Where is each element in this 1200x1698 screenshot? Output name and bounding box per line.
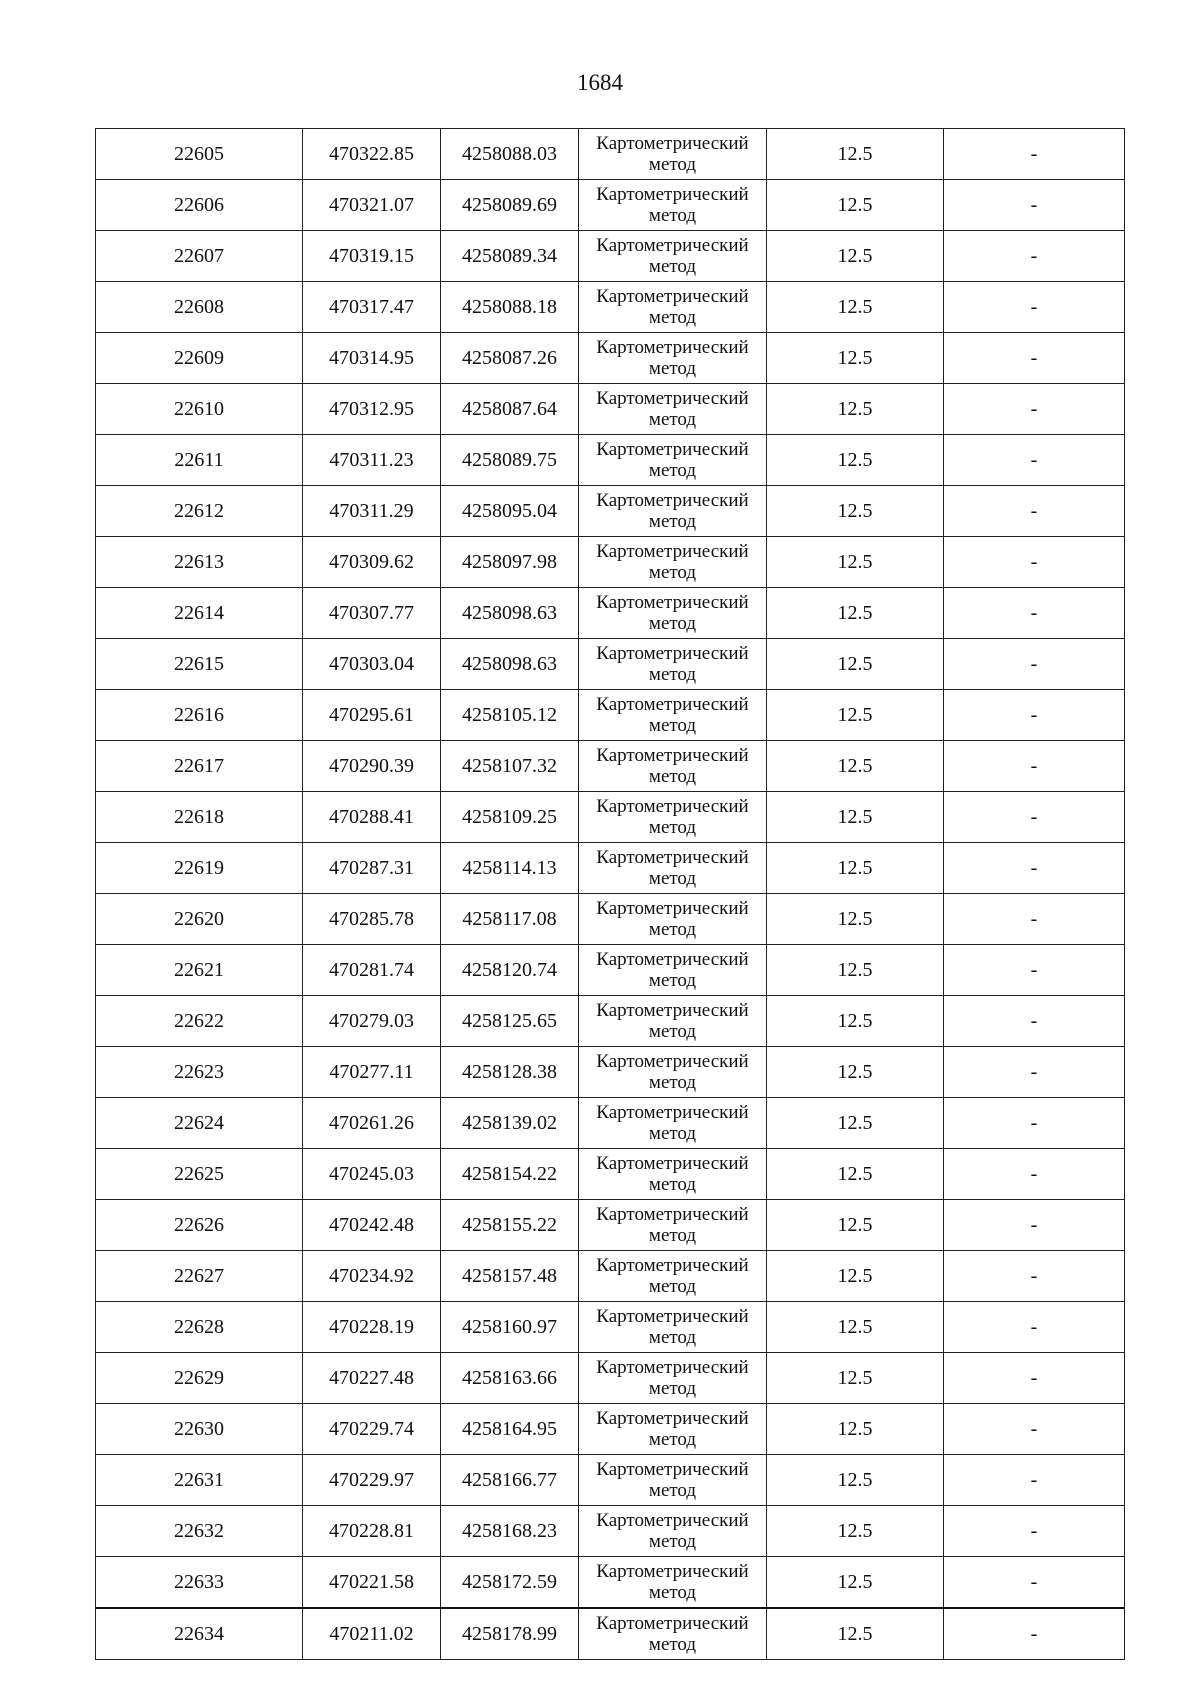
method-cell (579, 282, 767, 333)
note-cell: - (944, 1149, 1125, 1200)
method-cell (579, 1506, 767, 1557)
method-line-2: метод (648, 1429, 697, 1450)
table-body (96, 129, 1125, 1660)
y-coordinate-cell: 4258088.03 (441, 129, 579, 180)
method-cell (579, 1353, 767, 1404)
table-row (96, 792, 1125, 843)
y-coordinate-cell: 4258088.18 (441, 282, 579, 333)
note-cell: - (944, 945, 1125, 996)
coordinates-table (95, 128, 1125, 1660)
method-line-2: метод (648, 1276, 697, 1297)
x-coordinate-cell: 470295.61 (303, 690, 441, 741)
x-coordinate-cell: 470228.81 (303, 1506, 441, 1557)
method-line-2: метод (648, 1174, 697, 1195)
x-coordinate-cell: 470317.47 (303, 282, 441, 333)
point-id-cell: 22607 (96, 231, 303, 282)
accuracy-cell: 12.5 (767, 1455, 944, 1506)
x-coordinate-cell: 470314.95 (303, 333, 441, 384)
note-cell: - (944, 282, 1125, 333)
method-line-2: метод (648, 970, 697, 991)
accuracy-cell: 12.5 (767, 1251, 944, 1302)
method-cell (579, 180, 767, 231)
method-line-2: метод (648, 1634, 697, 1655)
accuracy-cell: 12.5 (767, 792, 944, 843)
method-line-1: Картометрический (596, 796, 749, 817)
method-line-1: Картометрический (596, 1459, 749, 1480)
point-id-cell: 22605 (96, 129, 303, 180)
method-line-1: Картометрический (596, 1408, 749, 1429)
method-cell (579, 639, 767, 690)
point-id-cell: 22620 (96, 894, 303, 945)
method-cell (579, 1149, 767, 1200)
table-row (96, 1608, 1125, 1660)
x-coordinate-cell: 470229.74 (303, 1404, 441, 1455)
method-line-1: Картометрический (596, 1102, 749, 1123)
y-coordinate-cell: 4258160.97 (441, 1302, 579, 1353)
y-coordinate-cell: 4258163.66 (441, 1353, 579, 1404)
y-coordinate-cell: 4258155.22 (441, 1200, 579, 1251)
x-coordinate-cell: 470322.85 (303, 129, 441, 180)
table-row (96, 1302, 1125, 1353)
table-row (96, 1047, 1125, 1098)
accuracy-cell: 12.5 (767, 180, 944, 231)
y-coordinate-cell: 4258089.34 (441, 231, 579, 282)
note-cell: - (944, 180, 1125, 231)
x-coordinate-cell: 470311.23 (303, 435, 441, 486)
note-cell: - (944, 486, 1125, 537)
accuracy-cell: 12.5 (767, 1506, 944, 1557)
x-coordinate-cell: 470321.07 (303, 180, 441, 231)
note-cell: - (944, 639, 1125, 690)
point-id-cell: 22622 (96, 996, 303, 1047)
x-coordinate-cell: 470281.74 (303, 945, 441, 996)
accuracy-cell: 12.5 (767, 588, 944, 639)
accuracy-cell: 12.5 (767, 1098, 944, 1149)
y-coordinate-cell: 4258089.69 (441, 180, 579, 231)
point-id-cell: 22612 (96, 486, 303, 537)
table-row (96, 537, 1125, 588)
table-row (96, 1353, 1125, 1404)
method-line-2: метод (648, 1225, 697, 1246)
method-line-1: Картометрический (596, 1051, 749, 1072)
accuracy-cell: 12.5 (767, 945, 944, 996)
table-row (96, 1149, 1125, 1200)
note-cell: - (944, 1608, 1125, 1660)
note-cell: - (944, 1200, 1125, 1251)
method-line-1: Картометрический (596, 1510, 749, 1531)
table-row (96, 435, 1125, 486)
accuracy-cell: 12.5 (767, 690, 944, 741)
point-id-cell: 22606 (96, 180, 303, 231)
method-cell (579, 1608, 767, 1660)
method-cell (579, 1098, 767, 1149)
method-cell (579, 996, 767, 1047)
x-coordinate-cell: 470234.92 (303, 1251, 441, 1302)
y-coordinate-cell: 4258114.13 (441, 843, 579, 894)
table-row (96, 282, 1125, 333)
point-id-cell: 22611 (96, 435, 303, 486)
point-id-cell: 22619 (96, 843, 303, 894)
table-row (96, 1455, 1125, 1506)
method-cell (579, 384, 767, 435)
note-cell: - (944, 231, 1125, 282)
method-line-1: Картометрический (596, 1153, 749, 1174)
method-line-2: метод (648, 358, 697, 379)
method-line-2: метод (648, 511, 697, 532)
x-coordinate-cell: 470311.29 (303, 486, 441, 537)
note-cell: - (944, 1404, 1125, 1455)
x-coordinate-cell: 470228.19 (303, 1302, 441, 1353)
method-line-1: Картометрический (596, 643, 749, 664)
method-line-2: метод (648, 919, 697, 940)
table-row (96, 231, 1125, 282)
method-line-1: Картометрический (596, 1561, 749, 1582)
method-line-1: Картометрический (596, 1357, 749, 1378)
table-row (96, 486, 1125, 537)
point-id-cell: 22613 (96, 537, 303, 588)
accuracy-cell: 12.5 (767, 843, 944, 894)
accuracy-cell: 12.5 (767, 639, 944, 690)
y-coordinate-cell: 4258095.04 (441, 486, 579, 537)
table-row (96, 333, 1125, 384)
method-cell (579, 486, 767, 537)
point-id-cell: 22615 (96, 639, 303, 690)
note-cell: - (944, 435, 1125, 486)
note-cell: - (944, 588, 1125, 639)
table-row (96, 945, 1125, 996)
note-cell: - (944, 1353, 1125, 1404)
method-line-2: метод (648, 715, 697, 736)
table-row (96, 690, 1125, 741)
x-coordinate-cell: 470307.77 (303, 588, 441, 639)
y-coordinate-cell: 4258166.77 (441, 1455, 579, 1506)
table-row (96, 1404, 1125, 1455)
note-cell: - (944, 537, 1125, 588)
x-coordinate-cell: 470227.48 (303, 1353, 441, 1404)
method-line-1: Картометрический (596, 1306, 749, 1327)
method-cell (579, 1557, 767, 1609)
accuracy-cell: 12.5 (767, 231, 944, 282)
method-line-1: Картометрический (596, 133, 749, 154)
point-id-cell: 22617 (96, 741, 303, 792)
table-row (96, 1251, 1125, 1302)
method-cell (579, 945, 767, 996)
y-coordinate-cell: 4258164.95 (441, 1404, 579, 1455)
note-cell: - (944, 792, 1125, 843)
point-id-cell: 22630 (96, 1404, 303, 1455)
table-row (96, 588, 1125, 639)
point-id-cell: 22627 (96, 1251, 303, 1302)
method-line-1: Картометрический (596, 694, 749, 715)
method-cell (579, 690, 767, 741)
method-cell (579, 894, 767, 945)
method-cell (579, 588, 767, 639)
accuracy-cell: 12.5 (767, 741, 944, 792)
point-id-cell: 22629 (96, 1353, 303, 1404)
method-line-2: метод (648, 868, 697, 889)
y-coordinate-cell: 4258128.38 (441, 1047, 579, 1098)
method-line-2: метод (648, 1582, 697, 1603)
accuracy-cell: 12.5 (767, 1149, 944, 1200)
method-line-2: метод (648, 817, 697, 838)
y-coordinate-cell: 4258168.23 (441, 1506, 579, 1557)
note-cell: - (944, 690, 1125, 741)
method-cell (579, 1047, 767, 1098)
y-coordinate-cell: 4258117.08 (441, 894, 579, 945)
accuracy-cell: 12.5 (767, 1608, 944, 1660)
method-line-1: Картометрический (596, 286, 749, 307)
accuracy-cell: 12.5 (767, 1047, 944, 1098)
point-id-cell: 22614 (96, 588, 303, 639)
point-id-cell: 22625 (96, 1149, 303, 1200)
method-line-2: метод (648, 766, 697, 787)
method-line-2: метод (648, 664, 697, 685)
table-row (96, 1557, 1125, 1609)
table-row (96, 639, 1125, 690)
accuracy-cell: 12.5 (767, 1200, 944, 1251)
note-cell: - (944, 1506, 1125, 1557)
method-line-1: Картометрический (596, 592, 749, 613)
method-cell (579, 1302, 767, 1353)
accuracy-cell: 12.5 (767, 1302, 944, 1353)
accuracy-cell: 12.5 (767, 486, 944, 537)
method-line-1: Картометрический (596, 1255, 749, 1276)
y-coordinate-cell: 4258107.32 (441, 741, 579, 792)
method-line-2: метод (648, 1327, 697, 1348)
y-coordinate-cell: 4258089.75 (441, 435, 579, 486)
method-cell (579, 333, 767, 384)
method-cell (579, 1455, 767, 1506)
method-line-2: метод (648, 154, 697, 175)
note-cell: - (944, 996, 1125, 1047)
table-row (96, 1098, 1125, 1149)
x-coordinate-cell: 470242.48 (303, 1200, 441, 1251)
point-id-cell: 22634 (96, 1608, 303, 1660)
accuracy-cell: 12.5 (767, 333, 944, 384)
note-cell: - (944, 1047, 1125, 1098)
method-cell (579, 129, 767, 180)
x-coordinate-cell: 470309.62 (303, 537, 441, 588)
accuracy-cell: 12.5 (767, 894, 944, 945)
method-line-1: Картометрический (596, 235, 749, 256)
y-coordinate-cell: 4258105.12 (441, 690, 579, 741)
method-line-2: метод (648, 460, 697, 481)
table-row (96, 894, 1125, 945)
method-cell (579, 1404, 767, 1455)
y-coordinate-cell: 4258087.64 (441, 384, 579, 435)
method-line-1: Картометрический (596, 949, 749, 970)
method-line-1: Картометрический (596, 1613, 749, 1634)
method-line-1: Картометрический (596, 745, 749, 766)
accuracy-cell: 12.5 (767, 282, 944, 333)
method-line-2: метод (648, 1531, 697, 1552)
method-cell (579, 792, 767, 843)
method-line-2: метод (648, 1378, 697, 1399)
y-coordinate-cell: 4258098.63 (441, 588, 579, 639)
y-coordinate-cell: 4258097.98 (441, 537, 579, 588)
table-row (96, 129, 1125, 180)
accuracy-cell: 12.5 (767, 384, 944, 435)
note-cell: - (944, 1251, 1125, 1302)
table-row (96, 741, 1125, 792)
accuracy-cell: 12.5 (767, 435, 944, 486)
table-row (96, 1200, 1125, 1251)
x-coordinate-cell: 470303.04 (303, 639, 441, 690)
table-row (96, 180, 1125, 231)
x-coordinate-cell: 470288.41 (303, 792, 441, 843)
method-line-2: метод (648, 1123, 697, 1144)
method-line-2: метод (648, 1072, 697, 1093)
method-line-1: Картометрический (596, 847, 749, 868)
method-line-2: метод (648, 409, 697, 430)
method-line-2: метод (648, 1480, 697, 1501)
method-line-2: метод (648, 562, 697, 583)
table-row (96, 996, 1125, 1047)
method-cell (579, 231, 767, 282)
page-number: 1684 (577, 70, 623, 95)
method-line-1: Картометрический (596, 1204, 749, 1225)
point-id-cell: 22610 (96, 384, 303, 435)
accuracy-cell: 12.5 (767, 996, 944, 1047)
accuracy-cell: 12.5 (767, 537, 944, 588)
y-coordinate-cell: 4258098.63 (441, 639, 579, 690)
note-cell: - (944, 384, 1125, 435)
note-cell: - (944, 333, 1125, 384)
accuracy-cell: 12.5 (767, 1353, 944, 1404)
method-line-2: метод (648, 256, 697, 277)
y-coordinate-cell: 4258154.22 (441, 1149, 579, 1200)
point-id-cell: 22624 (96, 1098, 303, 1149)
point-id-cell: 22633 (96, 1557, 303, 1609)
method-line-1: Картометрический (596, 184, 749, 205)
accuracy-cell: 12.5 (767, 129, 944, 180)
accuracy-cell: 12.5 (767, 1557, 944, 1609)
method-cell (579, 435, 767, 486)
note-cell: - (944, 1098, 1125, 1149)
x-coordinate-cell: 470290.39 (303, 741, 441, 792)
point-id-cell: 22608 (96, 282, 303, 333)
note-cell: - (944, 1302, 1125, 1353)
point-id-cell: 22632 (96, 1506, 303, 1557)
method-line-1: Картометрический (596, 337, 749, 358)
point-id-cell: 22631 (96, 1455, 303, 1506)
table-row (96, 1506, 1125, 1557)
x-coordinate-cell: 470319.15 (303, 231, 441, 282)
note-cell: - (944, 843, 1125, 894)
point-id-cell: 22623 (96, 1047, 303, 1098)
method-cell (579, 843, 767, 894)
y-coordinate-cell: 4258125.65 (441, 996, 579, 1047)
method-line-1: Картометрический (596, 439, 749, 460)
point-id-cell: 22626 (96, 1200, 303, 1251)
y-coordinate-cell: 4258139.02 (441, 1098, 579, 1149)
table-row (96, 843, 1125, 894)
note-cell: - (944, 894, 1125, 945)
method-line-2: метод (648, 307, 697, 328)
method-line-2: метод (648, 613, 697, 634)
y-coordinate-cell: 4258120.74 (441, 945, 579, 996)
point-id-cell: 22621 (96, 945, 303, 996)
note-cell: - (944, 1455, 1125, 1506)
method-line-1: Картометрический (596, 541, 749, 562)
x-coordinate-cell: 470211.02 (303, 1608, 441, 1660)
x-coordinate-cell: 470229.97 (303, 1455, 441, 1506)
method-cell (579, 741, 767, 792)
method-cell (579, 1251, 767, 1302)
note-cell: - (944, 1557, 1125, 1609)
method-line-2: метод (648, 205, 697, 226)
table-row (96, 384, 1125, 435)
method-line-1: Картометрический (596, 490, 749, 511)
method-cell (579, 537, 767, 588)
method-line-1: Картометрический (596, 388, 749, 409)
method-cell (579, 1200, 767, 1251)
x-coordinate-cell: 470277.11 (303, 1047, 441, 1098)
x-coordinate-cell: 470285.78 (303, 894, 441, 945)
point-id-cell: 22609 (96, 333, 303, 384)
y-coordinate-cell: 4258157.48 (441, 1251, 579, 1302)
x-coordinate-cell: 470261.26 (303, 1098, 441, 1149)
method-line-1: Картометрический (596, 898, 749, 919)
y-coordinate-cell: 4258087.26 (441, 333, 579, 384)
point-id-cell: 22628 (96, 1302, 303, 1353)
y-coordinate-cell: 4258172.59 (441, 1557, 579, 1609)
method-line-1: Картометрический (596, 1000, 749, 1021)
accuracy-cell: 12.5 (767, 1404, 944, 1455)
x-coordinate-cell: 470279.03 (303, 996, 441, 1047)
x-coordinate-cell: 470312.95 (303, 384, 441, 435)
note-cell: - (944, 129, 1125, 180)
point-id-cell: 22616 (96, 690, 303, 741)
x-coordinate-cell: 470245.03 (303, 1149, 441, 1200)
method-line-2: метод (648, 1021, 697, 1042)
x-coordinate-cell: 470221.58 (303, 1557, 441, 1609)
x-coordinate-cell: 470287.31 (303, 843, 441, 894)
y-coordinate-cell: 4258109.25 (441, 792, 579, 843)
note-cell: - (944, 741, 1125, 792)
point-id-cell: 22618 (96, 792, 303, 843)
y-coordinate-cell: 4258178.99 (441, 1608, 579, 1660)
